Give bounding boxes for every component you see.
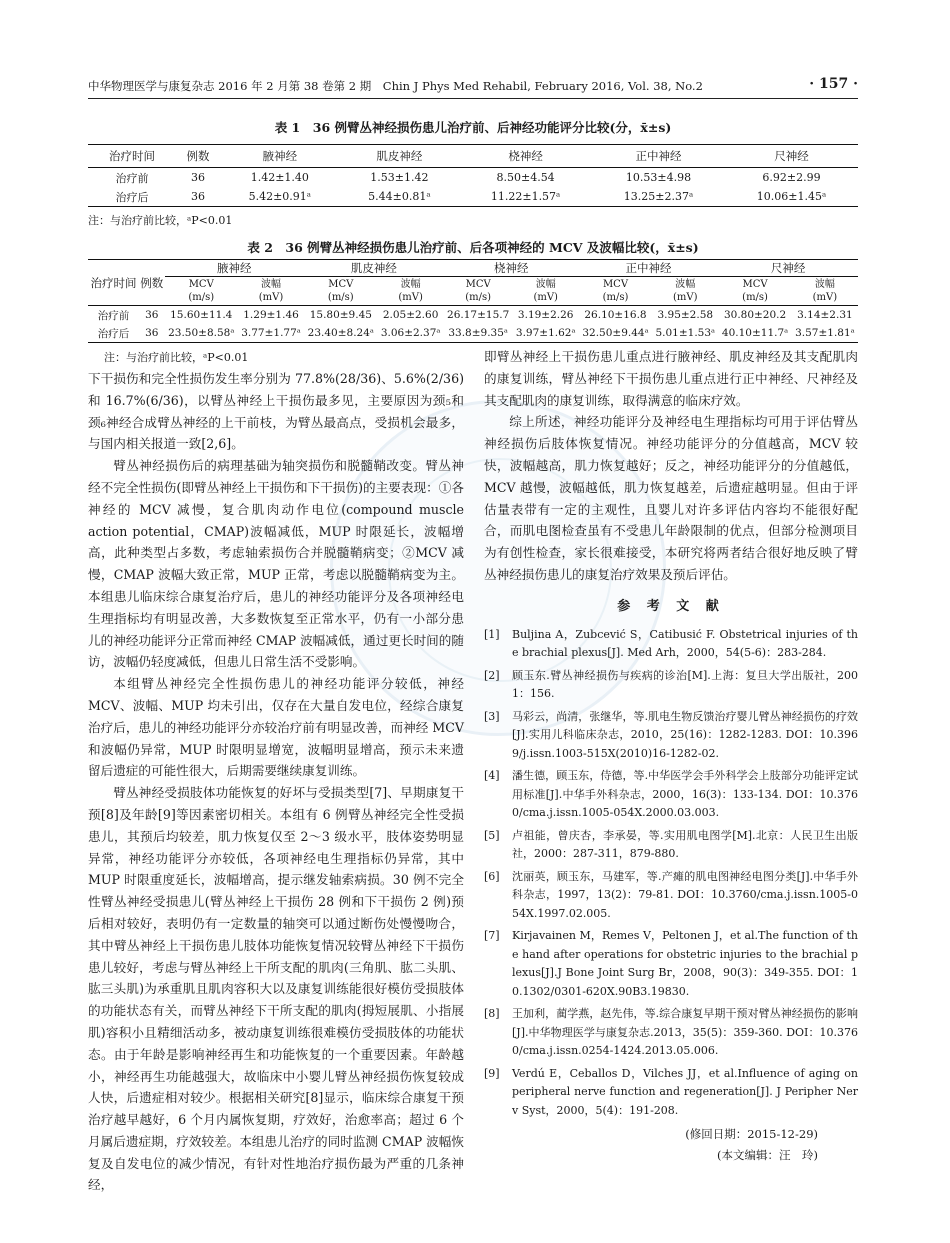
table1-header-cell: 肌皮神经 (340, 145, 460, 168)
reference-list (484, 626, 858, 1121)
table2-sub-header (304, 277, 378, 306)
reference-item (484, 708, 858, 764)
table1-cell: 6.92±2.99 (762, 171, 821, 184)
table2-caption: 表 2 36 例臂丛神经损伤患儿治疗前、后各项神经的 MCV 及波幅比较(，x̄±s) (247, 240, 699, 255)
sub-header-unit: (mV) (398, 292, 423, 303)
sub-header-unit: (m/s) (327, 292, 354, 303)
table1-cell: 8.50±4.54 (496, 171, 555, 184)
table2-cell: 23.50±8.58ᵃ (168, 327, 235, 339)
table2-sub-header (238, 277, 304, 306)
table2-cell: 治疗后 (97, 327, 130, 340)
sub-header-unit: (m/s) (602, 292, 629, 303)
table2-cell: 3.97±1.62ᵃ (515, 327, 576, 339)
table1-header-cell: 桡神经 (459, 145, 592, 168)
reference-text: Kirjavainen M，Remes V，Peltonen J，et al.The function of the hand after operations for obstetric injuries to the brachial plexus[J].J Bone Joint Surg Br，2008，90(3)：349-355. DOI：10.1302/0301-620X.90B3.19830. (512, 929, 858, 998)
sub-header-unit: (mV) (258, 292, 284, 303)
sub-header-line: 波幅 (261, 279, 282, 290)
table2-cell: 3.77±1.77ᵃ (241, 327, 301, 339)
reference-text: 王加利，蔺学燕，赵先伟，等.综合康复早期干预对臂丛神经损伤的影响[J].中华物理医学与康复杂志.2013，35(5)：359-360. DOI：10.3760/cma.j.issn.0254-1424.2013.05.006. (512, 1007, 858, 1058)
reference-number: [1] (484, 627, 500, 641)
sub-header-line: 波幅 (400, 279, 421, 290)
right-column (484, 346, 858, 1166)
table2-cell: 5.01±1.53ᵃ (655, 327, 716, 339)
table2-cell: 36 (145, 309, 159, 321)
reference-item (484, 868, 858, 924)
table2-cell: 23.40±8.24ᵃ (307, 327, 374, 339)
table1-note: 注：与治疗前比较，ᵃP<0.01 (88, 214, 233, 227)
table1-cell: 10.53±4.98 (625, 171, 692, 184)
reference-number: [7] (484, 929, 500, 943)
table2-group-header: 桡神经 (444, 260, 579, 277)
sub-header-unit: (m/s) (742, 292, 768, 303)
reference-number: [2] (484, 668, 500, 682)
page-number: · 157 · (809, 76, 858, 92)
reference-item (484, 927, 858, 1001)
table1-cell: 10.06±1.45ᵃ (756, 190, 827, 203)
sub-header-line: MCV (328, 279, 354, 290)
table2-group-header: 正中神经 (579, 260, 719, 277)
table2-cell: 3.57±1.81ᵃ (795, 327, 855, 339)
editor: (本文编辑：汪 玲) (717, 1148, 818, 1163)
table2-sub-header (579, 277, 653, 306)
running-header (88, 76, 858, 99)
left-column (88, 368, 464, 1196)
reference-item (484, 827, 858, 864)
journal-citation: 中华物理医学与康复杂志 2016 年 2 月第 38 卷第 2 期 Chin J Phys Med Rehabil, February 2016, Vol. 38, No.2 (88, 79, 703, 93)
table2-group-header: 腋神经 (165, 260, 305, 277)
table2-sub-header (718, 277, 792, 306)
revision-date: (修回日期：2015-12-29) (685, 1127, 818, 1142)
reference-item (484, 1005, 858, 1061)
table2-cell: 3.19±2.26 (517, 309, 574, 321)
table2-cell: 40.10±11.7ᵃ (721, 327, 789, 339)
reference-number: [9] (484, 1066, 500, 1080)
table1-cell: 1.42±1.40 (250, 171, 309, 184)
reference-item (484, 767, 858, 823)
table2-cell: 26.10±16.8 (584, 309, 647, 321)
reference-text: 马彩云，尚清，张继华，等.肌电生物反馈治疗婴儿臂丛神经损伤的疗效[J].实用儿科临床杂志，2010，25(16)：1282-1283. DOI：10.3969/j.issn.1003-515X(2010)16-1282-02. (512, 709, 858, 760)
body-paragraph: 下干损伤和完全性损伤发生率分别为 77.8%(28/36)、5.6%(2/36)和 16.7%(6/36)，以臂丛神经上干损伤最多见，主要原因为颈₅和颈₆神经合成臂丛神经的上干前枝，为臂丛最高点，受损机会最多，与国内相关报道一致[2,6]。 (88, 371, 464, 452)
table1-cell: 11.22±1.57ᵃ (490, 190, 561, 203)
body-paragraph: 臂丛神经受损肢体功能恢复的好坏与受损类型[7]、早期康复干预[8]及年龄[9]等因素密切相关。本组有 6 例臂丛神经完全性受损患儿，其预后均较差，肌力恢复仅至 2～3 级水平，肢体姿势明显异常，神经功能评分亦较低，各项神经电生理指标仍异常，其中 MUP 时限重度延长，波幅增高，提示继发轴索病损。30 例不完全性臂丛神经受损患儿(臂丛神经上干损伤 28 例和下干损伤 2 例)预后相对较好，表明仍有一定数量的轴突可以通过断伤处慢慢吻合，其中臂丛神经上干损伤患儿肢体功能恢复情况较臂丛神经下干损伤患儿较好，考虑与臂丛神经上干所支配的肌肉(三角肌、肱二头肌、肱三头肌)为承重肌且肌肉容积大以及康复训练能很好模仿受损肢体的功能状态有关，而臂丛神经下干所支配的肌肉(拇短展肌、小指展肌)容积小且精细活动多，被动康复训练很难模仿受损肢体的功能状态。由于年龄是影响神经再生和功能恢复的一个重要因素。年龄越小，神经再生功能越强大，故临床中小婴儿臂丛神经损伤恢复较成人快，后遗症相对较少。根据相关研究[8]显示，临床综合康复干预治疗越早越好，6 个月内属恢复期，疗效好，治愈率高；超过 6 个月属后遗症期，疗效较差。本组患儿治疗的同时监测 CMAP 波幅恢复及自发电位的减少情况，有针对性地治疗损伤最为严重的几条神经， (88, 785, 464, 1193)
table2-sub-header (792, 277, 858, 306)
body-paragraph: 臂丛神经损伤后的病理基础为轴突损伤和脱髓鞘改变。臂丛神经不完全性损伤(即臂丛神经上干损伤和下干损伤)的主要表现：①各神经的 MCV 减慢，复合肌肉动作电位(compound muscle action potential，CMAP)波幅减低，MUP 时限延长，波幅增高，此种类型占多数，考虑轴索损伤合并脱髓鞘病变；②MCV 减慢，CMAP 波幅大致正常，MUP 正常，考虑以脱髓鞘病变为主。本组患儿临床综合康复治疗后，患儿的神经功能评分及各项神经电生理指标均有明显改善，大多数恢复至正常水平，仍有一小部分患儿的神经功能评分正常而神经 CMAP 波幅减低，通过更长时间的随访，波幅仍轻度减低，但患儿日常生活不受影响。 (88, 458, 464, 670)
sub-header-line: 波幅 (675, 279, 696, 290)
table1-caption: 表 1 36 例臂丛神经损伤患儿治疗前、后神经功能评分比较(分，x̄±s) (274, 120, 672, 135)
table1-cell: 36 (191, 171, 206, 184)
table2-cell: 36 (145, 327, 159, 339)
table2-cell: 2.05±2.60 (382, 309, 439, 321)
table1-cell: 5.44±0.81ᵃ (368, 190, 431, 203)
reference-item (484, 1065, 858, 1121)
reference-text: 沈丽英，顾玉东，马建军，等.产瘫的肌电图神经电图分类[J].中华手外科杂志，1997，13(2)：79-81. DOI：10.3760/cma.j.issn.1005-054X.1997.02.005. (512, 869, 858, 920)
table2-cell: 3.14±2.31 (797, 309, 853, 321)
table2-note: 注：与治疗前比较，ᵃP<0.01 (104, 351, 249, 364)
table2-cell: 26.17±15.7 (447, 309, 510, 321)
table2-sub-header (378, 277, 444, 306)
table1-header-cell: 例数 (176, 145, 220, 168)
sub-header-line: MCV (602, 279, 629, 290)
table2-cell: 15.60±11.4 (170, 309, 233, 321)
table2-sub-header (444, 277, 513, 306)
table1-header-cell: 正中神经 (592, 145, 725, 168)
reference-number: [5] (484, 828, 500, 842)
sub-header-unit: (mV) (812, 292, 838, 303)
table2-cell: 1.29±1.46 (243, 309, 299, 321)
sub-header-line: 波幅 (814, 279, 835, 290)
sub-header-unit: (m/s) (188, 292, 215, 303)
reference-text: Verdú E，Ceballos D，Vilches JJ，et al.Influence of aging on peripheral nerve function and regeneration[J]. J Peripher Nerv Syst，2000，5(4)：191-208. (512, 1066, 858, 1117)
sub-header-unit: (mV) (533, 292, 558, 303)
reference-number: [8] (484, 1007, 500, 1021)
table-row (88, 306, 858, 325)
table1-cell: 36 (191, 190, 206, 203)
table1-cell: 治疗后 (115, 190, 149, 204)
sub-header-line: MCV (465, 279, 491, 290)
table2-cell: 33.8±9.35ᵃ (448, 327, 508, 339)
reference-number: [4] (484, 769, 500, 783)
sub-header-line: 波幅 (535, 279, 556, 290)
table1-header-cell: 腋神经 (220, 145, 340, 168)
table1-cell: 13.25±2.37ᵃ (623, 190, 694, 203)
table1-header-cell: 治疗时间 (88, 145, 176, 168)
table2-header-time: 治疗时间 (88, 260, 139, 306)
table2-group-header: 尺神经 (718, 260, 858, 277)
table2-sub-header (513, 277, 579, 306)
reference-text: 潘生德，顾玉东，侍德，等.中华医学会手外科学会上肢部分功能评定试用标准[J].中华手外科杂志，2000，16(3)：133-134. DOI：10.3760/cma.j.issn.1005-054X.2000.03.003. (512, 769, 858, 820)
reference-text: Buljina A，Zubcević S，Catibusić F. Obstetrical injuries of the brachial plexus[J]. Med Arh，2000，54(5-6)：283-284. (512, 627, 858, 660)
table2-cell: 15.80±9.45 (309, 309, 372, 321)
table-row (88, 168, 858, 188)
table-row (88, 187, 858, 207)
table2-group-header: 肌皮神经 (304, 260, 444, 277)
reference-item (484, 626, 858, 663)
sub-header-line: MCV (742, 279, 768, 290)
sub-header-unit: (m/s) (465, 292, 492, 303)
body-paragraph: 本组臂丛神经完全性损伤患儿的神经功能评分较低，神经 MCV、波幅、MUP 均未引出，仅存在大量自发电位，经综合康复治疗后，患儿的神经功能评分亦较治疗前有明显改善，而神经 MCV 和波幅仍异常，MUP 时限明显增宽，波幅明显增高，预示未来遗留后遗症的可能性很大，后期需要继续康复训练。 (88, 676, 464, 779)
table2-cell: 3.95±2.58 (657, 309, 714, 321)
reference-number: [6] (484, 869, 500, 883)
table2-sub-header (165, 277, 239, 306)
reference-number: [3] (484, 709, 500, 723)
table1-cell: 1.53±1.42 (370, 171, 429, 184)
table2-header-n: 例数 (139, 260, 165, 306)
table1 (88, 144, 858, 207)
body-paragraph: 综上所述，神经功能评分及神经电生理指标均可用于评估臂丛神经损伤后肢体恢复情况。神经功能评分的分值越高，MCV 较快，波幅越高，肌力恢复越好；反之，神经功能评分的分值越低，MCV 越慢，波幅越低，肌力恢复越差，后遗症越明显。但由于评估量表带有一定的主观性，且婴儿对许多评估内容均不能很好配合，而肌电图检查虽有不受患儿年龄限制的优点，但部分检测项目为有创性检查，家长很难接受，本研究将两者结合很好地反映了臂丛神经损伤患儿的康复治疗效果及预后评估。 (484, 414, 858, 582)
table1-cell: 5.42±0.91ᵃ (248, 190, 312, 203)
body-paragraph: 即臂丛神经上干损伤患儿重点进行腋神经、肌皮神经及其支配肌肉的康复训练，臂丛神经下干损伤患儿重点进行正中神经、尺神经及其支配肌肉的康复训练，取得满意的临床疗效。 (484, 349, 858, 408)
reference-text: 顾玉东.臂丛神经损伤与疾病的诊治[M].上海：复旦大学出版社，2001：156. (512, 668, 858, 701)
sub-header-unit: (mV) (673, 292, 698, 303)
table2-cell: 32.50±9.44ᵃ (582, 327, 649, 339)
table2 (88, 259, 858, 343)
reference-text: 卢祖能，曾庆杏，李承晏，等.实用肌电图学[M].北京：人民卫生出版社，2000：287-311，879-880. (512, 828, 858, 861)
table1-header-cell: 尺神经 (725, 145, 858, 168)
table-row (88, 324, 858, 343)
sub-header-line: MCV (188, 279, 214, 290)
table2-cell: 3.06±2.37ᵃ (380, 327, 441, 339)
table2-cell: 治疗前 (97, 309, 130, 322)
table2-sub-header (652, 277, 718, 306)
table1-cell: 治疗前 (115, 171, 149, 185)
table2-cell: 30.80±20.2 (723, 309, 787, 321)
reference-item (484, 667, 858, 704)
references-title: 参 考 文 献 (617, 598, 725, 614)
